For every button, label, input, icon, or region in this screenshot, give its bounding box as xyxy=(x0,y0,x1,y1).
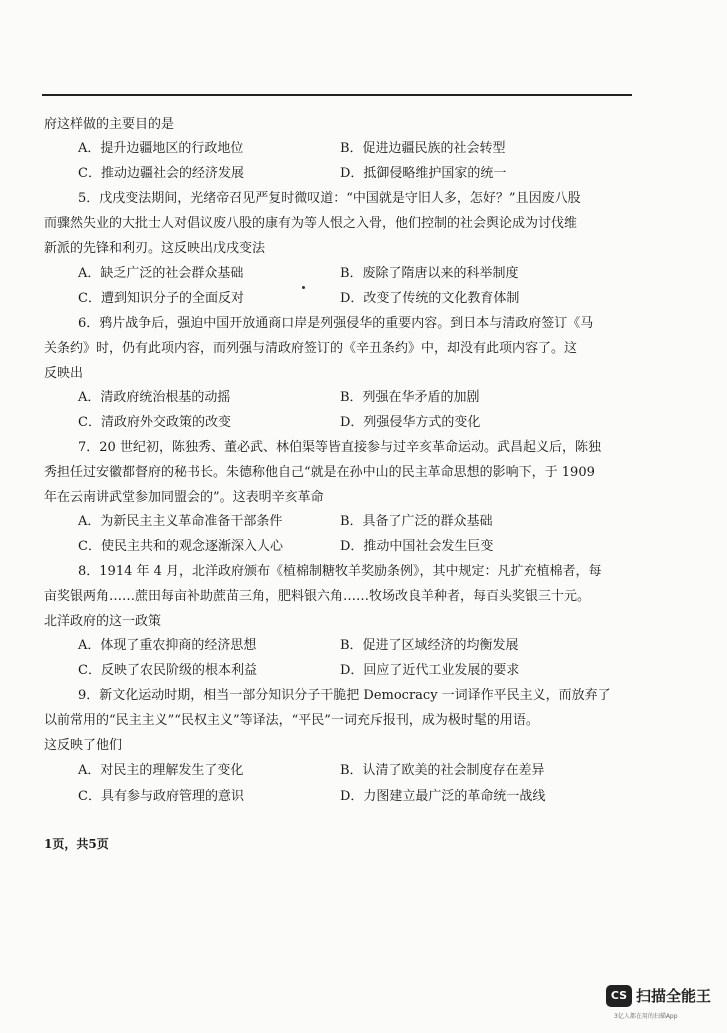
question-text-line: 亩奖银两角……蔗田每亩补助蔗苗三角，肥料银六角……牧场改良羊种者，每百头奖银三十元。 xyxy=(44,589,591,604)
option-6c: C．清政府外交政策的改变 xyxy=(78,415,231,430)
question-text-line: 6．鸦片战争后，强迫中国开放通商口岸是列强侵华的重要内容。到日本与清政府签订《马 xyxy=(78,316,594,331)
question-text-line: 关条约》时，仍有此项内容，而列强与清政府签订的《辛丑条约》中，却没有此项内容了。这 xyxy=(44,341,578,356)
option-5b: B．废除了隋唐以来的科举制度 xyxy=(340,266,519,281)
option-6b: B．列强在华矛盾的加剧 xyxy=(340,390,480,405)
scanner-watermark xyxy=(606,983,724,1031)
option-4d: D．抵御侵略维护国家的统一 xyxy=(340,166,507,181)
question-text-line: 而骤然失业的大批士人对倡议废八股的康有为等人恨之入骨，他们控制的社会舆论成为讨伐维 xyxy=(44,216,578,231)
option-4c: C．推动边疆社会的经济发展 xyxy=(78,166,244,181)
option-5c: C．遭到知识分子的全面反对 xyxy=(78,291,244,306)
question-text-line: 以前常用的“民主主义”“民权主义”等译法，“平民”一词充斥报刊，成为极时髦的用语。 xyxy=(44,713,539,728)
scanner-logo-icon: CS xyxy=(606,985,632,1007)
option-9c: C．具有参与政府管理的意识 xyxy=(78,789,244,804)
question-text-line: 这反映了他们 xyxy=(44,738,123,753)
header-rule xyxy=(42,94,632,96)
option-5d: D．改变了传统的文化教育体制 xyxy=(340,291,520,306)
question-text-line: 北洋政府的这一政策 xyxy=(44,614,162,629)
question-text-line: 新派的先锋和利刃。这反映出戊戌变法 xyxy=(44,241,266,256)
scanner-tagline: 3亿人都在用的扫描App xyxy=(614,1013,678,1020)
option-9d: D．力图建立最广泛的革命统一战线 xyxy=(340,789,546,804)
question-text-line: 8．1914 年 4 月，北洋政府颁布《植棉制糖牧羊奖励条例》，其中规定：凡扩充植棉者，每 xyxy=(78,564,602,579)
question-text-line: 9．新文化运动时期，相当一部分知识分子干脆把 Democracy 一词译作平民主义，而放弃了 xyxy=(78,688,611,703)
question-text-line: 5．戊戌变法期间，光绪帝召见严复时微叹道：“中国就是守旧人多，怎好？”且因废八股 xyxy=(78,191,581,206)
option-7c: C．使民主共和的观念逐渐深入人心 xyxy=(78,539,283,554)
option-6a: A．清政府统治根基的动摇 xyxy=(78,390,231,405)
scan-speck xyxy=(302,286,305,289)
option-8c: C．反映了农民阶级的根本利益 xyxy=(78,663,257,678)
option-9a: A．对民主的理解发生了变化 xyxy=(78,763,244,778)
page-number: 1页，共5页 xyxy=(44,837,109,851)
option-8d: D．回应了近代工业发展的要求 xyxy=(340,663,520,678)
option-5a: A．缺乏广泛的社会群众基础 xyxy=(78,266,244,281)
option-7d: D．推动中国社会发生巨变 xyxy=(340,539,494,554)
option-4a: A．提升边疆地区的行政地位 xyxy=(78,141,244,156)
question-text-line: 7．20 世纪初，陈独秀、董必武、林伯渠等皆直接参与过辛亥革命运动。武昌起义后，陈独 xyxy=(78,440,601,455)
option-8b: B．促进了区域经济的均衡发展 xyxy=(340,638,519,653)
option-7b: B．具备了广泛的群众基础 xyxy=(340,514,493,529)
question-text-line: 反映出 xyxy=(44,366,84,381)
question-text-line: 年在云南讲武堂参加同盟会的”。这表明辛亥革命 xyxy=(44,490,324,505)
scanner-app-name: 扫描全能王 xyxy=(636,987,712,1005)
option-4b: B．促进边疆民族的社会转型 xyxy=(340,141,506,156)
question-text-line: 秀担任过安徽都督府的秘书长。朱德称他自己“就是在孙中山的民主革命思想的影响下，于 1909 xyxy=(44,465,595,480)
option-8a: A．体现了重农抑商的经济思想 xyxy=(78,638,257,653)
option-9b: B．认清了欧美的社会制度存在差异 xyxy=(340,763,545,778)
option-7a: A．为新民主主义革命准备干部条件 xyxy=(78,514,283,529)
question-text-line: 府这样做的主要目的是 xyxy=(44,117,175,132)
option-6d: D．列强侵华方式的变化 xyxy=(340,415,481,430)
